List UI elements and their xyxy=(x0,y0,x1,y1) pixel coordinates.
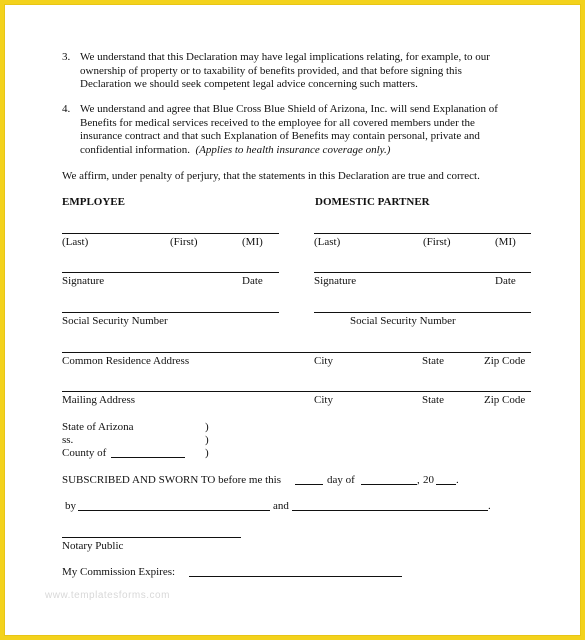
venue-paren-1: ) xyxy=(205,421,209,433)
year-line[interactable] xyxy=(436,484,456,485)
item-3-line-1: We understand that this Declaration may have legal implications relating, for example, to our xyxy=(80,51,490,63)
item-4-last-line: confidential information. xyxy=(80,143,190,156)
notary-signature-line[interactable] xyxy=(62,537,241,538)
mailing-city-label: City xyxy=(314,394,333,406)
subscribed-text: SUBSCRIBED AND SWORN TO before me this xyxy=(62,474,281,486)
partner-signature-label: Signature xyxy=(314,275,357,287)
coverage-note: (Applies to health insurance coverage only.) xyxy=(195,143,391,156)
employee-date-label: Date xyxy=(242,275,263,287)
mailing-zip-label: Zip Code xyxy=(484,394,526,406)
employee-mi-label: (MI) xyxy=(242,236,263,248)
employee-signature-label: Signature xyxy=(62,275,105,287)
employee-last-label: (Last) xyxy=(62,236,89,248)
venue-paren-3: ) xyxy=(205,447,209,459)
partner-name-line[interactable] xyxy=(314,233,531,234)
employee-first-label: (First) xyxy=(170,236,198,248)
and-label: and xyxy=(273,500,289,512)
item-4-line-4 xyxy=(80,144,550,158)
by-period: . xyxy=(488,500,491,512)
by-name-line[interactable] xyxy=(78,510,270,511)
mailing-address-label: Mailing Address xyxy=(62,394,136,406)
item-4-line-1: We understand and agree that Blue Cross Blue Shield of Arizona, Inc. will send Explanation of xyxy=(80,103,498,115)
month-line[interactable] xyxy=(361,484,417,485)
item-4-line-3: insurance contract and that such Explanation of Benefits may contain personal, private and xyxy=(80,130,480,142)
partner-ssn-label: Social Security Number xyxy=(350,315,456,327)
commission-expires-line[interactable] xyxy=(189,576,402,577)
mailing-state-label: State xyxy=(422,394,444,406)
partner-mi-label: (MI) xyxy=(495,236,516,248)
partner-signature-line[interactable] xyxy=(314,272,531,273)
partner-last-label: (Last) xyxy=(314,236,341,248)
mailing-address-line[interactable] xyxy=(62,391,531,392)
county-of-label: County of xyxy=(62,447,107,459)
residence-city-label: City xyxy=(314,355,333,367)
partner-ssn-line[interactable] xyxy=(314,312,531,313)
partner-first-label: (First) xyxy=(423,236,451,248)
county-line[interactable] xyxy=(111,457,185,458)
employee-name-line[interactable] xyxy=(62,233,279,234)
state-of-arizona-label: State of Arizona xyxy=(62,421,134,433)
commission-expires-label: My Commission Expires: xyxy=(62,566,176,578)
day-line[interactable] xyxy=(295,484,323,485)
item-3-line-2: ownership of property or to taxability of benefits provided, and that before signing this xyxy=(80,64,462,77)
year-period: . xyxy=(456,474,459,486)
year-prefix: 20 xyxy=(423,474,434,486)
residence-address-label: Common Residence Address xyxy=(62,355,190,367)
document-page xyxy=(4,4,581,636)
residence-zip-label: Zip Code xyxy=(484,355,526,367)
venue-paren-2: ) xyxy=(205,434,209,446)
residence-address-line[interactable] xyxy=(62,352,531,353)
item-number: 3. xyxy=(62,51,71,63)
ss-label: ss. xyxy=(62,434,74,446)
item-number: 4. xyxy=(62,103,71,115)
notary-public-label: Notary Public xyxy=(62,540,124,552)
affirmation-statement: We affirm, under penalty of perjury, that the statements in this Declaration are true and correct. xyxy=(62,170,480,182)
and-name-line[interactable] xyxy=(292,510,488,511)
month-comma: , xyxy=(417,474,420,486)
item-3-line-3: Declaration we should seek competent legal advice concerning such matters. xyxy=(80,78,418,90)
employee-signature-line[interactable] xyxy=(62,272,279,273)
day-of-label: day of xyxy=(327,474,355,486)
employee-heading: EMPLOYEE xyxy=(62,196,125,208)
partner-date-label: Date xyxy=(495,275,516,287)
partner-heading: DOMESTIC PARTNER xyxy=(315,196,430,208)
watermark: www.templatesforms.com xyxy=(45,590,170,601)
item-4-line-2: Benefits for medical services received to the employee for all covered members under the xyxy=(80,116,475,129)
residence-state-label: State xyxy=(422,355,444,367)
employee-ssn-line[interactable] xyxy=(62,312,279,313)
employee-ssn-label: Social Security Number xyxy=(62,315,168,327)
by-label: by xyxy=(65,500,76,512)
